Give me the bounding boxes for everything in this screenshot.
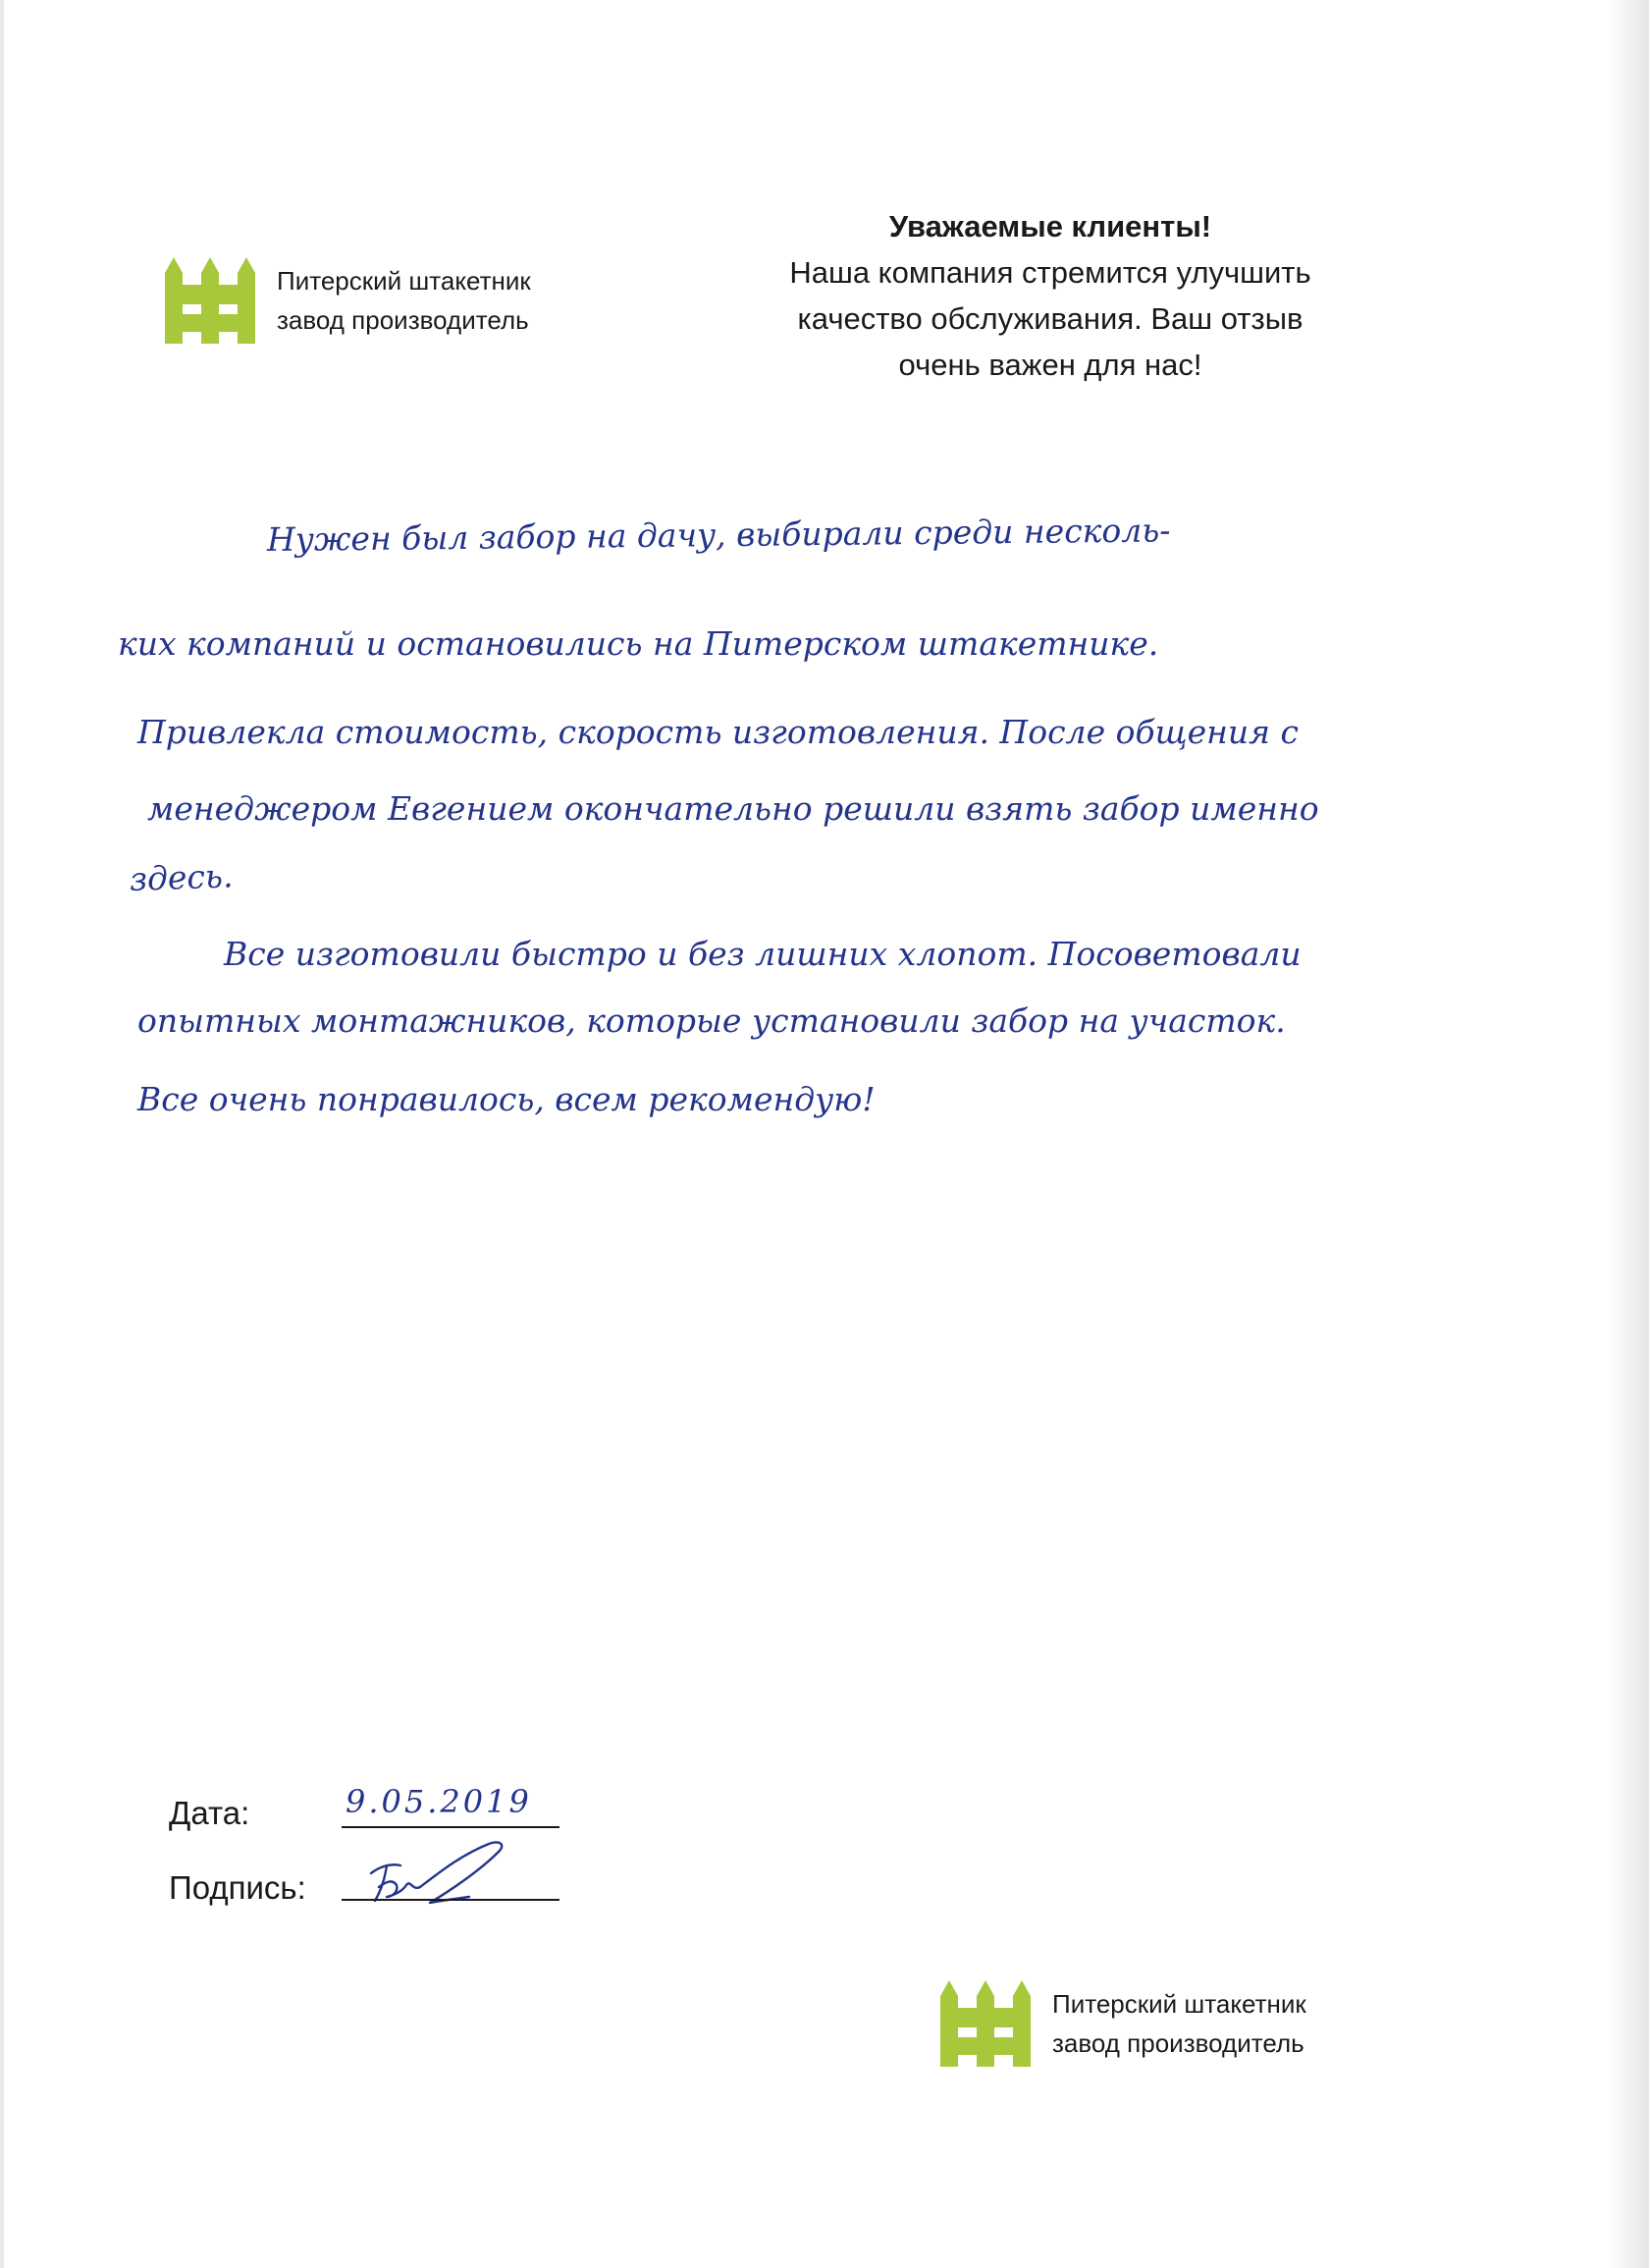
intro-line: качество обслуживания. Ваш отзыв xyxy=(797,301,1303,336)
fence-logo-icon xyxy=(165,257,255,344)
company-name xyxy=(1052,1984,1306,2063)
date-value: 9.05.2019 xyxy=(346,1783,532,1820)
intro-message xyxy=(707,204,1394,388)
signature-label: Подпись: xyxy=(169,1869,306,1906)
fence-logo-icon xyxy=(940,1980,1031,2067)
review-line: Все очень понравилось, всем рекомендую! xyxy=(137,1080,876,1118)
scan-edge-right xyxy=(1608,0,1649,2268)
company-name-line1: Питерский штакетник xyxy=(277,266,531,296)
intro-line: очень важен для нас! xyxy=(898,348,1202,382)
review-line: менеджером Евгением окончательно решили взять забор именно xyxy=(147,789,1319,828)
review-line: ких компаний и остановились на Питерском штакетнике. xyxy=(118,624,1159,663)
company-name-line2: завод производитель xyxy=(277,305,529,335)
signature-underline xyxy=(342,1899,559,1901)
date-underline xyxy=(342,1826,559,1828)
handwritten-signature xyxy=(342,1836,538,1915)
intro-line: Наша компания стремится улучшить xyxy=(789,255,1311,290)
review-line: Все изготовили быстро и без лишних хлопот. Посоветовали xyxy=(224,935,1302,973)
review-line: опытных монтажников, которые установили забор на участок. xyxy=(137,1001,1286,1040)
scan-edge-left xyxy=(0,0,4,2268)
company-name xyxy=(277,261,531,340)
date-label: Дата: xyxy=(169,1795,250,1831)
review-line: Нужен был забор на дачу, выбирали среди несколь- xyxy=(266,511,1171,559)
company-logo-bottom xyxy=(940,1980,1306,2067)
review-line: здесь. xyxy=(129,856,235,898)
company-name-line1: Питерский штакетник xyxy=(1052,1989,1306,2019)
review-line: Привлекла стоимость, скорость изготовления. После общения с xyxy=(137,713,1299,751)
company-logo-top xyxy=(165,257,531,344)
company-name-line2: завод производитель xyxy=(1052,2028,1304,2058)
intro-title: Уважаемые клиенты! xyxy=(888,209,1212,243)
